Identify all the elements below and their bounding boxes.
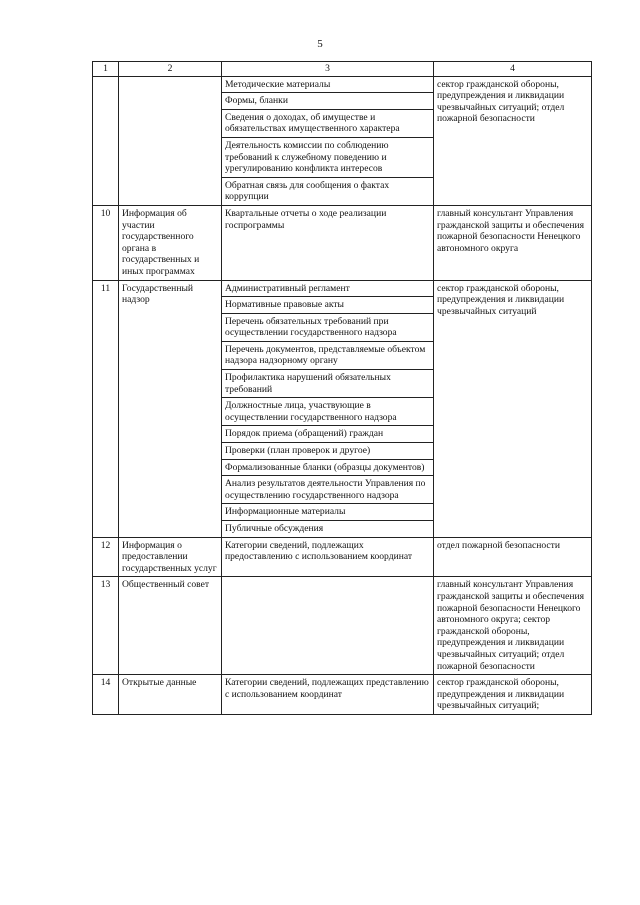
content-item: Порядок приема (обращений) граждан <box>222 426 433 443</box>
table-row <box>93 577 592 675</box>
responsible-unit: сектор гражданской обороны, предупреждения и ликвидации чрезвычайных ситуаций; отдел пожарной безопасности <box>434 76 592 205</box>
responsible-unit: главный консультант Управления гражданской защиты и обеспечения пожарной безопасности Ненецкого автономного округа <box>434 205 592 280</box>
content-item: Обратная связь для сообщения о фактах коррупции <box>225 179 390 203</box>
content-items-list <box>222 206 433 233</box>
content-items-cell <box>222 537 434 577</box>
content-items-cell <box>222 205 434 280</box>
content-item: Нормативные правовые акты <box>222 297 433 314</box>
section-name: Информация об участии государственного органа в государственных и иных программах <box>119 205 222 280</box>
column-header-1: 1 <box>93 62 119 77</box>
content-items-cell <box>222 577 434 675</box>
row-number: 13 <box>93 577 119 675</box>
document-table <box>92 61 592 715</box>
content-item: Должностные лица, участвующие в осуществлении государственного надзора <box>222 398 433 426</box>
content-item: Административный регламент <box>222 281 433 297</box>
table-row <box>93 675 592 715</box>
responsible-unit: сектор гражданской обороны, предупреждения и ликвидации чрезвычайных ситуаций; <box>434 675 592 715</box>
section-name: Общественный совет <box>119 577 222 675</box>
row-number: 14 <box>93 675 119 715</box>
content-item: Категории сведений, подлежащих представлению с использованием координат <box>225 677 429 700</box>
table-row <box>93 76 592 205</box>
content-items-list <box>222 281 433 537</box>
row-number: 11 <box>93 280 119 537</box>
content-item: Анализ результатов деятельности Управления по осуществлению государственного надзора <box>222 476 433 504</box>
content-item: Перечень обязательных требований при осуществлении государственного надзора <box>222 313 433 341</box>
column-header-2: 2 <box>119 62 222 77</box>
content-items-cell <box>222 76 434 205</box>
content-item: Формы, бланки <box>222 93 433 110</box>
content-items-cell <box>222 280 434 537</box>
column-header-3: 3 <box>222 62 434 77</box>
content-item: Квартальные отчеты о ходе реализации госпрограммы <box>225 207 387 231</box>
responsible-unit: главный консультант Управления гражданской защиты и обеспечения пожарной безопасности Ненецкого автономного округа; сектор гражданской обороны, предупреждения и ликвидации чрезвычайных ситуаций; отдел пожарной безопасности <box>434 577 592 675</box>
row-number: 12 <box>93 537 119 577</box>
content-items-list <box>222 577 433 581</box>
section-name: Открытые данные <box>119 675 222 715</box>
content-item: Публичные обсуждения <box>225 523 324 534</box>
content-item: Информационные материалы <box>222 504 433 521</box>
table-row <box>93 280 592 537</box>
row-number <box>93 76 119 205</box>
content-item: Формализованные бланки (образцы документов) <box>222 459 433 476</box>
content-item: Перечень документов, представляемые объектом надзора надзорному органу <box>222 341 433 369</box>
content-item: Методические материалы <box>222 77 433 93</box>
responsible-unit: отдел пожарной безопасности <box>434 537 592 577</box>
content-items-list <box>222 77 433 205</box>
row-number: 10 <box>93 205 119 280</box>
content-item: Деятельность комиссии по соблюдению требований к служебному поведению и урегулированию конфликта интересов <box>222 137 433 177</box>
table-header-row <box>93 62 592 77</box>
content-items-cell <box>222 675 434 715</box>
content-item <box>222 577 433 581</box>
content-item: Профилактика нарушений обязательных требований <box>222 370 433 398</box>
page-number: 5 <box>317 38 323 50</box>
content-item: Сведения о доходах, об имуществе и обязательствах имущественного характера <box>222 109 433 137</box>
table-row <box>93 537 592 577</box>
responsible-unit: сектор гражданской обороны, предупреждения и ликвидации чрезвычайных ситуаций <box>434 280 592 537</box>
section-name: Информация о предоставлении государственных услуг <box>119 537 222 577</box>
section-name: Государственный надзор <box>119 280 222 537</box>
content-items-list <box>222 675 433 702</box>
column-header-4: 4 <box>434 62 592 77</box>
content-item: Категории сведений, подлежащих предоставлению с использованием координат <box>225 539 413 563</box>
content-items-list <box>222 538 433 565</box>
section-name <box>119 76 222 205</box>
table-row <box>93 205 592 280</box>
content-item: Проверки (план проверок и другое) <box>222 443 433 460</box>
